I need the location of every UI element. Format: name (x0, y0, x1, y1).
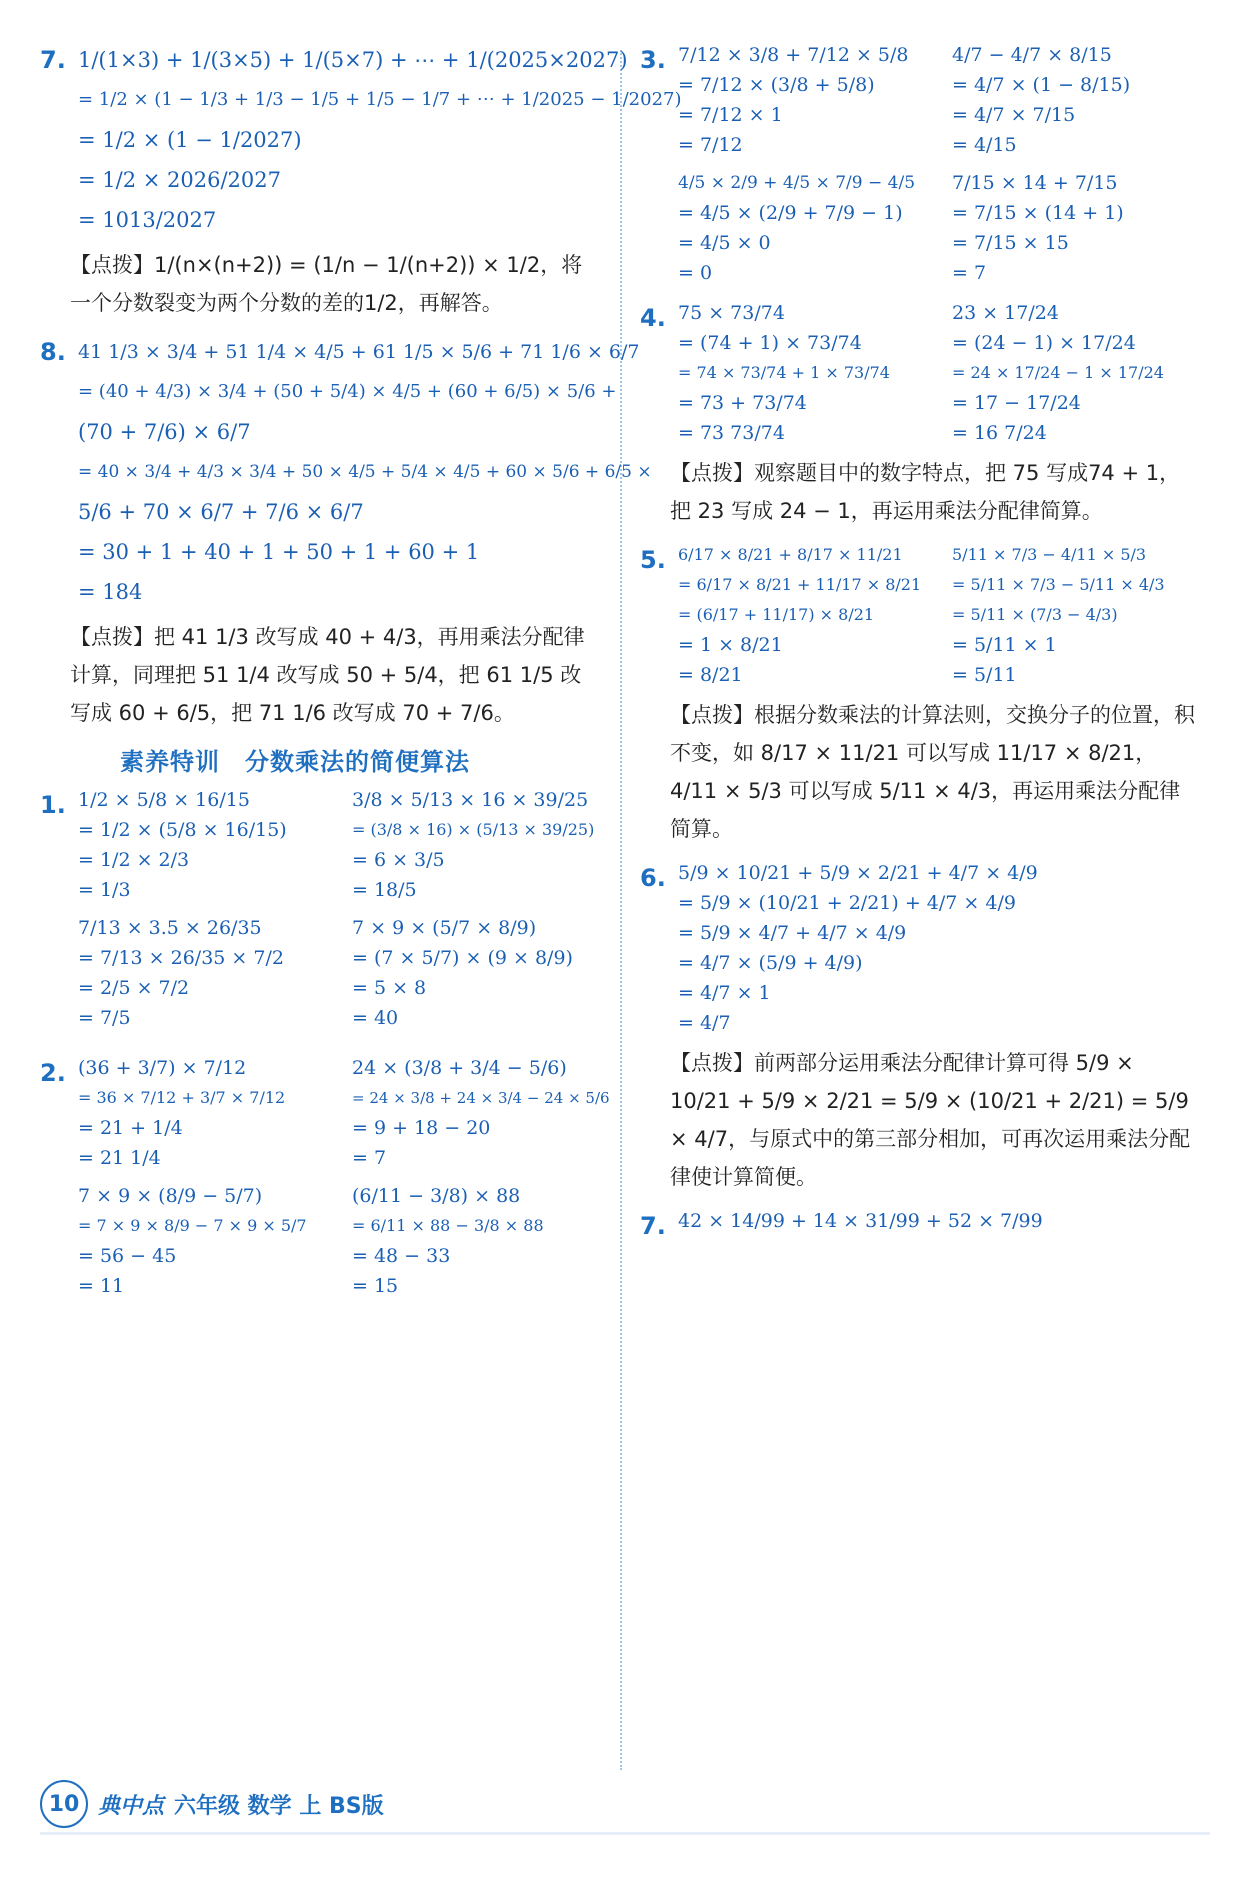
step: = 6/17 × 8/21 + 11/17 × 8/21 (678, 575, 922, 594)
hint-text: 【点拨】根据分数乘法的计算法则，交换分子的位置，积不变，如 8/17 × 11/21 可以写成 11/17 × 8/21，4/11 × 5/3 可以写成 5/11 × 4/3，再运用乘法分配律简算。 (670, 703, 1195, 841)
step: = (6/17 + 11/17) × 8/21 (678, 605, 875, 624)
question-number: 7. (640, 1212, 666, 1240)
step: = 24 × 17/24 − 1 × 17/24 (952, 363, 1164, 382)
step: 5/9 × 10/21 + 5/9 × 2/21 + 4/7 × 4/9 (678, 862, 1038, 884)
solution-c (678, 168, 926, 288)
step: 1/2 × 5/8 × 16/15 (78, 789, 250, 811)
solution-a (678, 40, 926, 160)
solution-b (352, 1053, 610, 1173)
footer-rule (40, 1832, 1210, 1835)
step: = 8/21 (678, 664, 743, 686)
step: = 4/7 × 1 (678, 982, 771, 1004)
drill-2 (40, 1053, 610, 1301)
step: = 7/5 (78, 1007, 131, 1029)
step: = 74 × 73/74 + 1 × 73/74 (678, 363, 890, 382)
solution-b (952, 40, 1200, 160)
step: 1/(1×3) + 1/(3×5) + 1/(5×7) + ⋯ + 1/(2025×2027) (78, 48, 628, 72)
hint-text: 【点拨】观察题目中的数字特点，把 75 写成74 + 1，把 23 写成 24 − 1，再运用乘法分配律简算。 (670, 461, 1181, 523)
step: = 73 73/74 (678, 422, 785, 444)
step: = 1/2 × 2/3 (78, 849, 190, 871)
step: = 4/15 (952, 134, 1017, 156)
solution-b (952, 298, 1200, 448)
step: = 1013/2027 (78, 208, 217, 232)
step: = 4/5 × 0 (678, 232, 771, 254)
solution-steps (678, 858, 1200, 1038)
step: = 4/7 (678, 1012, 731, 1034)
question-number: 1. (40, 791, 66, 819)
column-divider (620, 50, 622, 1770)
step: = 7/12 × 1 (678, 104, 783, 126)
step: = 7/13 × 26/35 × 7/2 (78, 947, 284, 969)
step: = 9 + 18 − 20 (352, 1117, 491, 1139)
step: 7 × 9 × (5/7 × 8/9) (352, 917, 537, 939)
step: 5/6 + 70 × 6/7 + 7/6 × 6/7 (78, 500, 364, 524)
step: = 24 × 3/8 + 24 × 3/4 − 24 × 5/6 (352, 1089, 610, 1107)
step: 7 × 9 × (8/9 − 5/7) (78, 1185, 263, 1207)
step: = 21 + 1/4 (78, 1117, 183, 1139)
step: 3/8 × 5/13 × 16 × 39/25 (352, 789, 589, 811)
question-number: 5. (640, 546, 666, 574)
step: = 1/3 (78, 879, 131, 901)
step: = 5/11 (952, 664, 1017, 686)
step: 23 × 17/24 (952, 302, 1059, 324)
question-number: 7. (40, 46, 66, 74)
step: = 7 × 9 × 8/9 − 7 × 9 × 5/7 (78, 1216, 307, 1235)
step: = 4/5 × (2/9 + 7/9 − 1) (678, 202, 903, 224)
step: = 17 − 17/24 (952, 392, 1081, 414)
step: = 1/2 × (5/8 × 16/15) (78, 819, 287, 841)
drill-5 (640, 540, 1200, 848)
step: = 5 × 8 (352, 977, 427, 999)
question-8 (40, 332, 652, 732)
hint-text: 【点拨】前两部分运用乘法分配律计算可得 5/9 × 10/21 + 5/9 × 2/21 = 5/9 × (10/21 + 2/21) = 5/9 × 4/7，与原式中的第三部分相加，可再次运用乘法分配律使计算简便。 (670, 1051, 1191, 1189)
step: (70 + 7/6) × 6/7 (78, 420, 251, 444)
right-column (640, 40, 1200, 1780)
step: 7/13 × 3.5 × 26/35 (78, 917, 262, 939)
step: = 18/5 (352, 879, 417, 901)
step: (36 + 3/7) × 7/12 (78, 1057, 247, 1079)
step: = 30 + 1 + 40 + 1 + 50 + 1 + 60 + 1 (78, 540, 480, 564)
step: 24 × (3/8 + 3/4 − 5/6) (352, 1057, 567, 1079)
step: 42 × 14/99 + 14 × 31/99 + 52 × 7/99 (678, 1210, 1043, 1232)
solution-a (78, 785, 326, 905)
step: = 2/5 × 7/2 (78, 977, 190, 999)
step: = 7/15 × 15 (952, 232, 1069, 254)
solution-steps (78, 332, 652, 612)
step: = 4/7 × (1 − 8/15) (952, 74, 1131, 96)
solution-steps (678, 1206, 1200, 1236)
step: = 1/2 × (1 − 1/2027) (78, 128, 302, 152)
step: 6/17 × 8/21 + 8/17 × 11/21 (678, 545, 903, 564)
solution-c (78, 1181, 326, 1301)
step: = (24 − 1) × 17/24 (952, 332, 1136, 354)
solution-a (78, 1053, 326, 1173)
step: = 56 − 45 (78, 1245, 177, 1267)
left-column (40, 40, 682, 1780)
question-7 (40, 40, 682, 322)
solution-d (352, 913, 600, 1033)
step: 4/7 − 4/7 × 8/15 (952, 44, 1112, 66)
step: 4/5 × 2/9 + 4/5 × 7/9 − 4/5 (678, 173, 916, 193)
question-number: 3. (640, 46, 666, 74)
step: = 5/11 × (7/3 − 4/3) (952, 605, 1118, 624)
brand-logo: 典中点 (98, 1793, 165, 1819)
step: 41 1/3 × 3/4 + 51 1/4 × 4/5 + 61 1/5 × 5/6 + 71 1/6 × 6/7 (78, 341, 640, 363)
step: = 5/9 × 4/7 + 4/7 × 4/9 (678, 922, 907, 944)
drill-7 (640, 1206, 1200, 1240)
step: = 7 (952, 262, 987, 284)
step: = 11 (78, 1275, 125, 1297)
step: = (40 + 4/3) × 3/4 + (50 + 5/4) × 4/5 + (60 + 6/5) × 5/6 + (78, 381, 617, 402)
step: = (74 + 1) × 73/74 (678, 332, 862, 354)
section-title: 素养特训 分数乘法的简便算法 (120, 748, 470, 776)
drill-1 (40, 785, 600, 1033)
step: (6/11 − 3/8) × 88 (352, 1185, 521, 1207)
step: = 5/11 × 7/3 − 5/11 × 4/3 (952, 575, 1165, 594)
step: = (7 × 5/7) × (9 × 8/9) (352, 947, 573, 969)
step: 5/11 × 7/3 − 4/11 × 5/3 (952, 545, 1147, 564)
step: = 21 1/4 (78, 1147, 161, 1169)
step: = 7/15 × (14 + 1) (952, 202, 1124, 224)
question-number: 6. (640, 864, 666, 892)
page-footer (40, 1780, 384, 1828)
drill-4 (640, 298, 1200, 530)
step: = 73 + 73/74 (678, 392, 807, 414)
hint-text: 【点拨】把 41 1/3 改写成 40 + 4/3，再用乘法分配律计算，同理把 51 1/4 改写成 50 + 5/4，把 61 1/5 改写成 60 + 6/5，把 71 1/6 改写成 70 + 7/6。 (70, 625, 585, 725)
solution-b (352, 785, 600, 905)
drill-3 (640, 40, 1200, 288)
solution-a (678, 540, 926, 690)
step: 75 × 73/74 (678, 302, 785, 324)
solution-a (678, 298, 926, 448)
step: = 1/2 × (1 − 1/3 + 1/3 − 1/5 + 1/5 − 1/7 + ⋯ + 1/2025 − 1/2027) (78, 89, 682, 110)
solution-d (352, 1181, 600, 1301)
step: = 40 (352, 1007, 399, 1029)
step: = 4/7 × (5/9 + 4/9) (678, 952, 863, 974)
hint-text: 【点拨】1/(n×(n+2)) = (1/n − 1/(n+2)) × 1/2，将一个分数裂变为两个分数的差的1/2，再解答。 (70, 253, 583, 315)
step: = 1/2 × 2026/2027 (78, 168, 281, 192)
step: = 184 (78, 580, 143, 604)
step: = (3/8 × 16) × (5/13 × 39/25) (352, 820, 595, 839)
step: = 5/11 × 1 (952, 634, 1057, 656)
question-number: 8. (40, 338, 66, 366)
step: = 7 (352, 1147, 387, 1169)
question-number: 4. (640, 304, 666, 332)
step: = 48 − 33 (352, 1245, 451, 1267)
solution-b (952, 540, 1200, 690)
solution-d (952, 168, 1200, 288)
solution-c (78, 913, 326, 1033)
step: = 36 × 7/12 + 3/7 × 7/12 (78, 1088, 286, 1107)
step: = 0 (678, 262, 713, 284)
step: = 1 × 8/21 (678, 634, 783, 656)
step: = 40 × 3/4 + 4/3 × 3/4 + 50 × 4/5 + 5/4 × 4/5 + 60 × 5/6 + 6/5 × (78, 462, 652, 482)
book-edition: 六年级 数学 上 BS版 (174, 1793, 384, 1819)
step: = 7/12 (678, 134, 743, 156)
step: = 6 × 3/5 (352, 849, 445, 871)
solution-steps (78, 40, 682, 240)
step: 7/12 × 3/8 + 7/12 × 5/8 (678, 44, 909, 66)
step: = 5/9 × (10/21 + 2/21) + 4/7 × 4/9 (678, 892, 1016, 914)
step: = 7/12 × (3/8 + 5/8) (678, 74, 875, 96)
step: 7/15 × 14 + 7/15 (952, 172, 1118, 194)
question-number: 2. (40, 1059, 66, 1087)
step: = 16 7/24 (952, 422, 1047, 444)
drill-6 (640, 858, 1200, 1196)
step: = 15 (352, 1275, 399, 1297)
page-number: 10 (40, 1780, 88, 1828)
step: = 4/7 × 7/15 (952, 104, 1076, 126)
step: = 6/11 × 88 − 3/8 × 88 (352, 1216, 544, 1235)
